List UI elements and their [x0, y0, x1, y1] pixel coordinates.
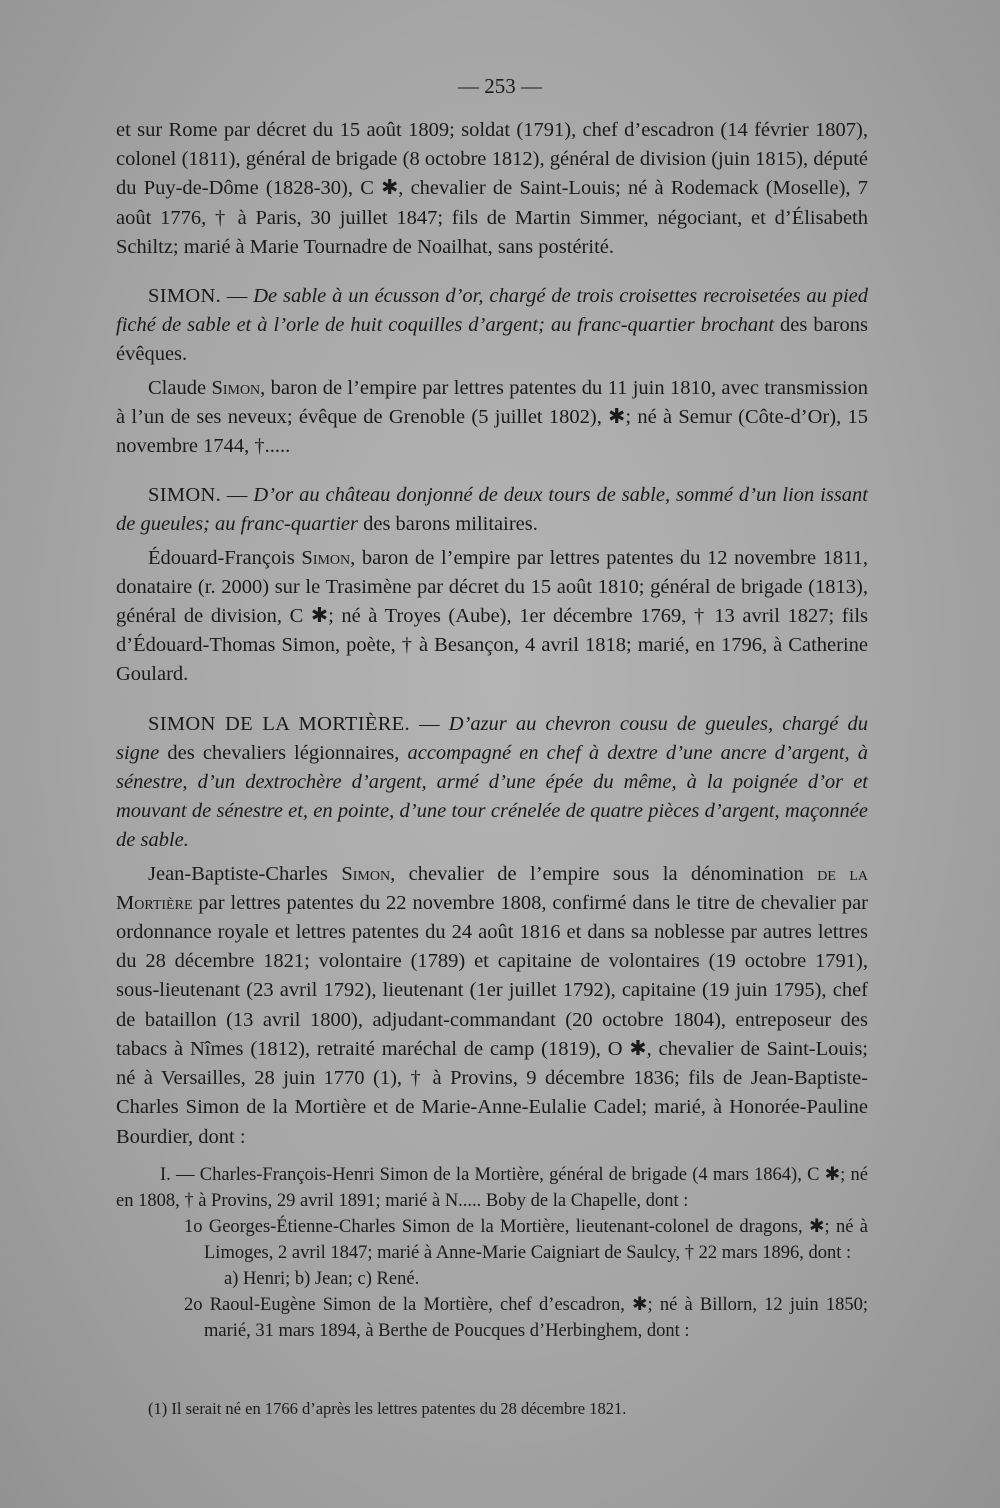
- entry-simon-bishop-heading: [116, 282, 868, 370]
- list-item-i: I. — Charles-François-Henri Simon de la Mortière, général de brigade (4 mars 1864), C ✱; né en 1808, † à Provins, 29 avril 1891; marié à N..... Boby de la Chapelle, dont :: [116, 1164, 868, 1211]
- arms-middle: des chevaliers légionnaires,: [159, 741, 408, 764]
- entry-simon-mortiere-text: [116, 860, 868, 1152]
- person-name: Simon: [211, 376, 261, 399]
- arms-description-cont: accompagné en chef à dextre d’une ancre d’argent, à sénestre, d’un dextrochère d’argent, armé d’une épée du même, à la poignée d’or et mouvant de sénestre et, en pointe, d’une tour crénelée de quatre pièces d’argent, maçonnée de sable.: [116, 741, 869, 852]
- person-name: Simon: [341, 862, 391, 885]
- text-segment: Claude: [148, 376, 212, 399]
- continuation-paragraph: et sur Rome par décret du 15 août 1809; soldat (1791), chef d’escadron (14 février 1807), colonel (1811), général de brigade (8 octobre 1812), général de division (juin 1815), député du Puy-de-Dôme (1828-30), C ✱, chevalier de Saint-Louis; né à Rodemack (Moselle), 7 août 1776, † à Paris, 30 juillet 1847; fils de Martin Simmer, négociant, et d’Élisabeth Schiltz; marié à Marie Tournadre de Noailhat, sans postérité.: [116, 119, 868, 258]
- arms-end: des barons évêques.: [116, 314, 868, 366]
- arms-description: D’or au château donjonné de deux tours de sable, sommé d’un lion issant de gueules; au franc-quartier: [116, 484, 868, 536]
- arms-description: De sable à un écusson d’or, chargé de trois croisettes recroisetées au pied fiché de sable et à l’orle de huit coquilles d’argent; au franc-quartier brochant: [116, 285, 868, 337]
- entry-simon-bishop-text: [116, 374, 868, 462]
- page-body: [116, 116, 868, 1344]
- text-segment: , baron de l’empire par lettres patentes du 11 juin 1810, avec transmission à l’un de ses neveux; évêque de Grenoble (5 juillet 1802), ✱; né à Semur (Côte-d’Or), 15 novembre 1744, †.....: [116, 376, 868, 458]
- text-segment: par lettres patentes du 22 novembre 1808, confirmé dans le titre de chevalier par ordonnance royale et lettres patentes du 24 août 1816 et dans sa noblesse par autres lettres du 28 décembre 1821; volontaire (1789) et capitaine de volontaires (19 octobre 1791), sous-lieutenant (23 avril 1792), lieutenant (1er juillet 1792), capitaine (19 juin 1795), chef de bataillon (13 avril 1800), adjudant-commandant (20 octobre 1804), entreposeur des tabacs à Nîmes (1812), retraité maréchal de camp (1819), O ✱, chevalier de Saint-Louis; né à Versailles, 28 juin 1770 (1), † à Provins, 9 décembre 1836; fils de Jean-Baptiste-Charles Simon de la Mortière et de Marie-Anne-Eulalie Cadel; marié, à Honorée-Pauline Bourdier, dont :: [116, 891, 868, 1148]
- dash: —: [221, 484, 254, 507]
- text-segment: , baron de l’empire par lettres patentes du 12 novembre 1811, donataire (r. 2000) sur le Trasimène par décret du 15 août 1810; général de brigade (1813), général de division, C ✱; né à Troyes (Aube), 1er décembre 1769, † 13 avril 1827; fils d’Édouard-Thomas Simon, poète, † à Besançon, 4 avril 1818; marié, en 1796, à Catherine Goulard.: [116, 546, 868, 686]
- entry-simon-general-text: [116, 544, 868, 690]
- entry-name: SIMON DE LA MORTIÈRE.: [148, 712, 410, 735]
- person-name: Simon: [301, 546, 351, 569]
- entry-simon-general-heading: [116, 481, 868, 539]
- text-segment: Édouard-François: [148, 546, 302, 569]
- denomination: de la Mortière: [116, 862, 868, 914]
- list-item-2: 2o Raoul-Eugène Simon de la Mortière, chef d’escadron, ✱; né à Billorn, 12 juin 1850; marié, 31 mars 1894, à Berthe de Poucques d’Herbinghem, dont :: [184, 1294, 868, 1341]
- entry-name: SIMON.: [148, 484, 221, 507]
- text-segment: Jean-Baptiste-Charles: [148, 862, 342, 885]
- entry-simon-mortiere-heading: [116, 710, 868, 856]
- list-item-1: 1o Georges-Étienne-Charles Simon de la Mortière, lieutenant-colonel de dragons, ✱; né à Limoges, 2 avril 1847; marié à Anne-Marie Caigniart de Saulcy, † 22 mars 1896, dont :: [184, 1216, 868, 1263]
- dash: —: [221, 285, 254, 308]
- arms-end: des barons militaires.: [357, 513, 538, 536]
- arms-description: D’azur au chevron cousu de gueules, chargé du signe: [116, 712, 868, 764]
- list-item-children: a) Henri; b) Jean; c) René.: [224, 1268, 420, 1289]
- text-segment: , chevalier de l’empire sous la dénomination: [390, 862, 818, 885]
- page-number: — 253 —: [458, 74, 542, 98]
- entry-name: SIMON.: [148, 285, 221, 308]
- footnote: (1) Il serait né en 1766 d’après les lettres patentes du 28 décembre 1821.: [148, 1399, 627, 1418]
- dash: —: [409, 712, 449, 735]
- descendants-list: [116, 1162, 868, 1344]
